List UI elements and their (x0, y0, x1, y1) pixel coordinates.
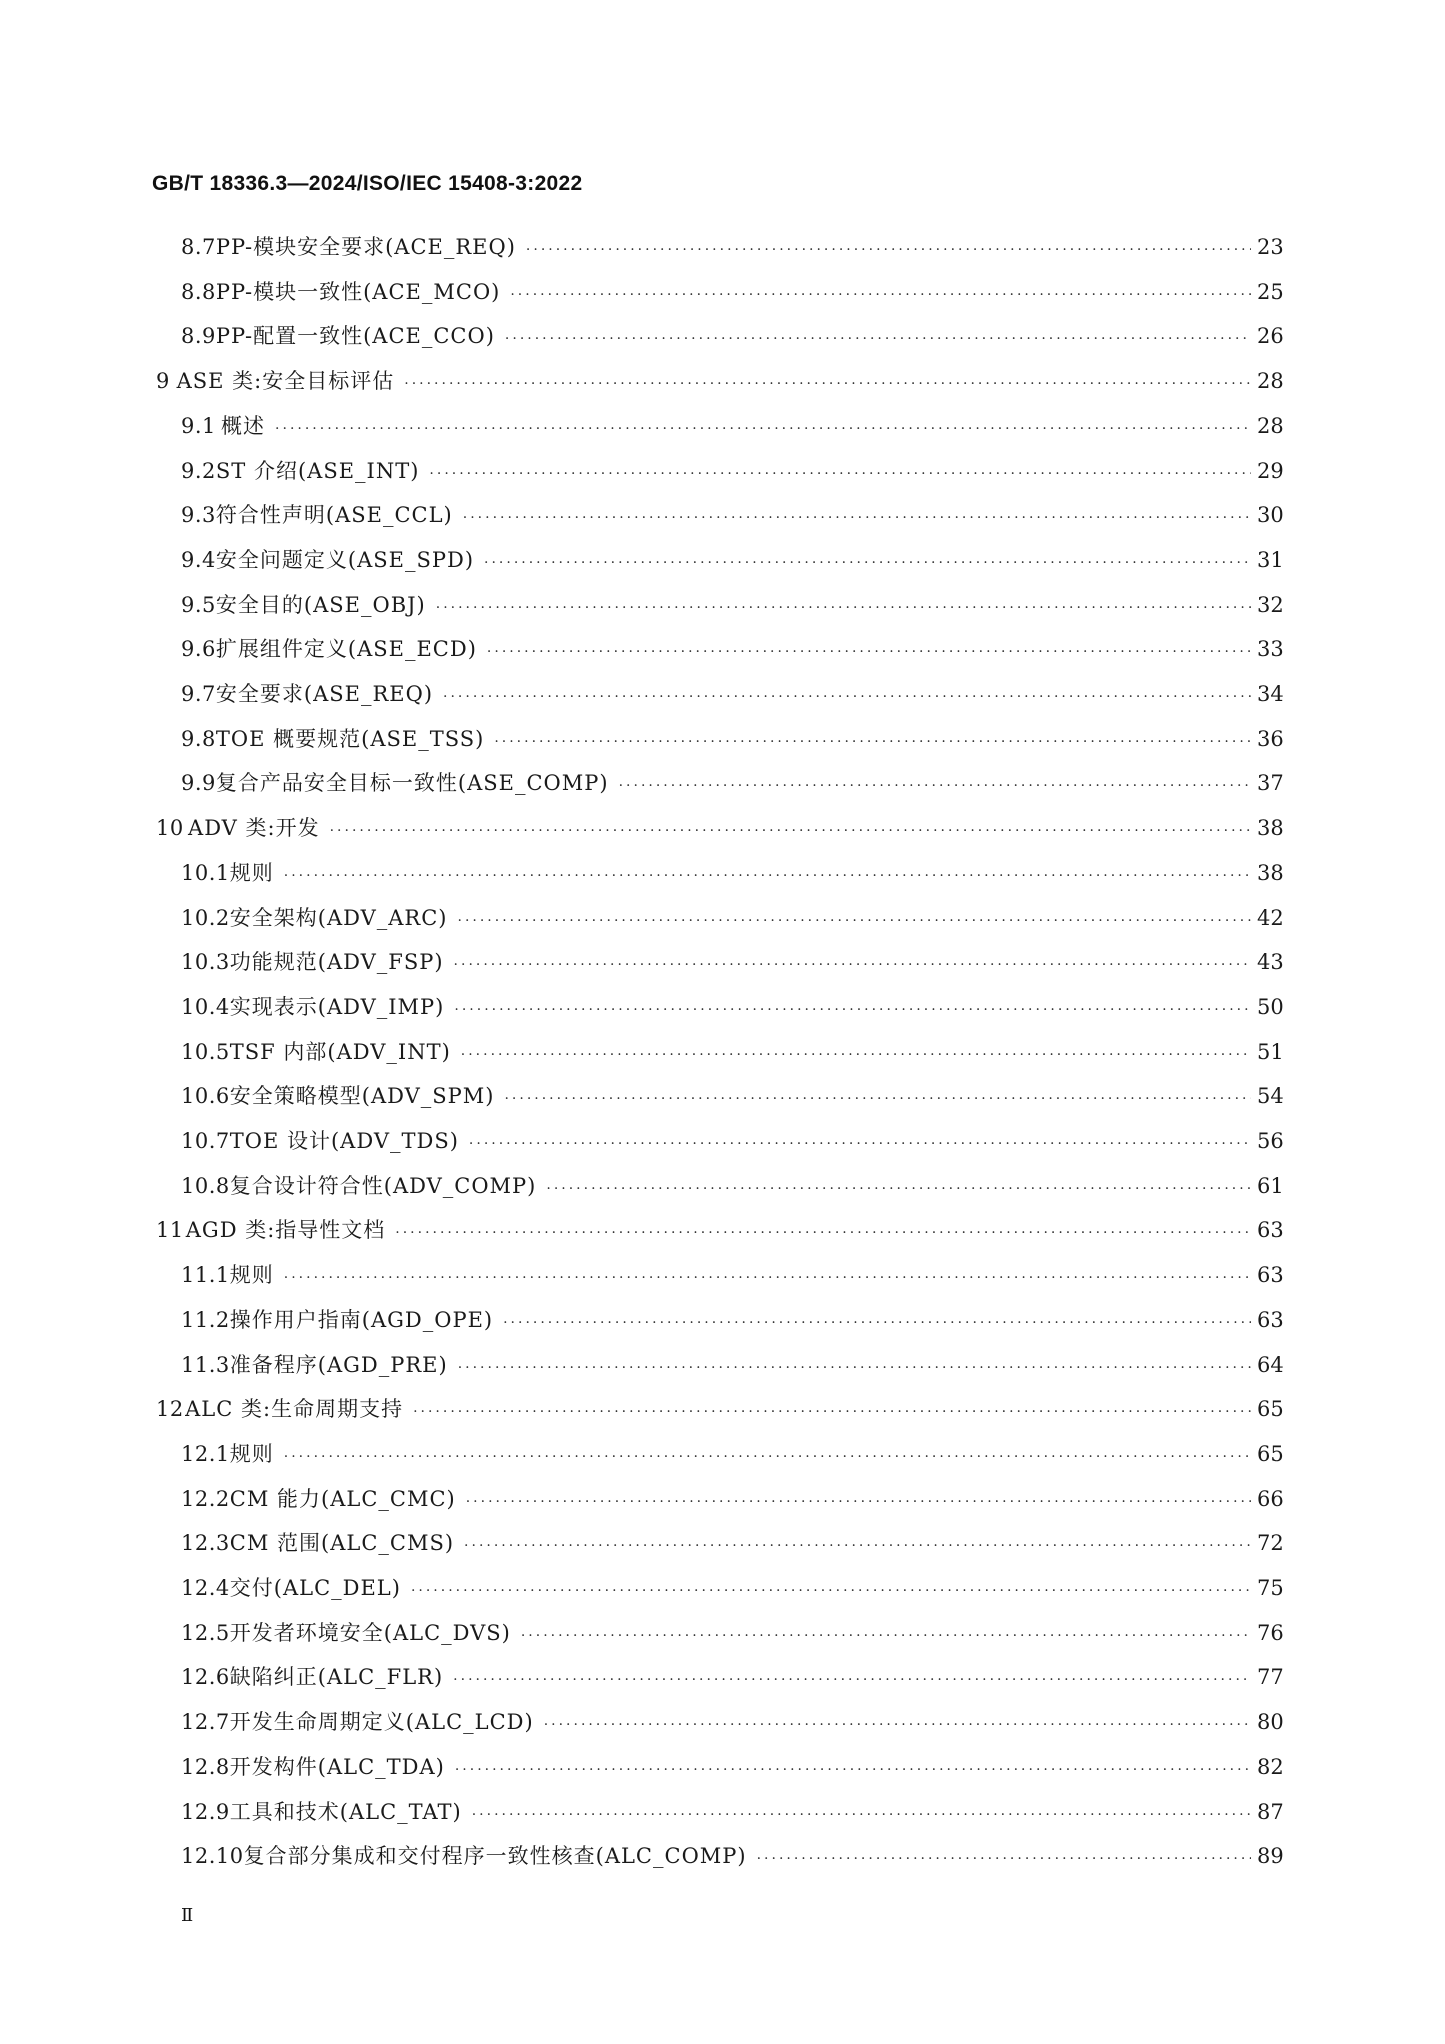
toc-dot-leader (458, 906, 1252, 936)
toc-entry-page: 77 (1257, 1665, 1284, 1690)
toc-entry-number: 12.7 (181, 1710, 230, 1735)
toc-entry-title: 开发生命周期定义(ALC_LCD) (229, 1710, 534, 1735)
toc-entry-title: PP-模块安全要求(ACE_REQ) (215, 235, 516, 259)
toc-entry-number: 9.6 (181, 637, 216, 662)
toc-dot-leader (546, 1174, 1251, 1204)
toc-entry-page: 30 (1257, 503, 1284, 528)
toc-entry-page: 87 (1257, 1799, 1284, 1824)
toc-entry-title: 安全策略模型(ADV_SPM) (229, 1084, 495, 1109)
toc-entry[interactable] (0, 1752, 1283, 1782)
toc-entry[interactable] (0, 679, 1283, 709)
toc-entry[interactable] (0, 1528, 1283, 1558)
toc-entry-number: 10.6 (181, 1084, 230, 1109)
toc-dot-leader (436, 593, 1251, 623)
toc-entry[interactable] (0, 1573, 1283, 1603)
toc-entry[interactable] (0, 277, 1283, 307)
toc-entry-number: 8.9 (181, 324, 216, 349)
toc-dot-leader (494, 727, 1251, 757)
toc-entry-page: 37 (1257, 771, 1284, 796)
toc-entry-page: 51 (1257, 1039, 1284, 1064)
toc-entry[interactable] (0, 321, 1283, 351)
toc-entry-title: 复合设计符合性(ADV_COMP) (229, 1173, 537, 1198)
toc-entry[interactable] (0, 232, 1283, 262)
toc-entry[interactable] (0, 768, 1283, 798)
toc-entry-title: CM 范围(ALC_CMS) (229, 1531, 455, 1556)
toc-entry-title: 交付(ALC_DEL) (229, 1576, 401, 1600)
toc-dot-leader (454, 950, 1251, 980)
toc-dot-leader (472, 1800, 1251, 1830)
toc-entry-number: 12 (156, 1397, 184, 1422)
toc-entry-title: 操作用户指南(AGD_OPE) (229, 1307, 494, 1332)
toc-entry-title: 缺陷纠正(ALC_FLR) (229, 1665, 444, 1690)
toc-entry-page: 38 (1257, 816, 1284, 841)
toc-entry-page: 65 (1257, 1441, 1284, 1466)
toc-entry[interactable] (0, 1305, 1283, 1335)
toc-entry-title: TOE 概要规范(ASE_TSS) (215, 726, 485, 751)
toc-entry-page: 82 (1257, 1754, 1284, 1779)
toc-entry[interactable] (0, 858, 1283, 888)
toc-entry-number: 12.4 (181, 1576, 230, 1600)
toc-entry-number: 9.3 (181, 503, 216, 528)
toc-entry-page: 72 (1257, 1531, 1284, 1556)
toc-dot-leader (284, 861, 1251, 891)
toc-entry-number: 9.9 (181, 771, 216, 796)
toc-entry-number: 12.6 (181, 1665, 230, 1690)
toc-entry-number: 11 (156, 1218, 184, 1243)
toc-entry-number: 11.3 (181, 1352, 230, 1377)
toc-entry-number: 8.8 (181, 279, 216, 304)
toc-entry-title: ST 介绍(ASE_INT) (215, 458, 420, 483)
toc-entry[interactable] (0, 1797, 1283, 1827)
toc-entry-title: TSF 内部(ADV_INT) (229, 1039, 451, 1064)
toc-entry-page: 63 (1257, 1218, 1284, 1243)
toc-entry-page: 32 (1257, 592, 1284, 617)
toc-entry[interactable] (0, 1394, 1283, 1424)
toc-dot-leader (411, 1576, 1251, 1606)
toc-dot-leader (453, 1665, 1251, 1695)
toc-entry[interactable] (0, 1037, 1283, 1067)
toc-entry-title: 安全目的(ASE_OBJ) (215, 592, 426, 617)
toc-entry-title: PP-模块一致性(ACE_MCO) (215, 279, 501, 304)
toc-entry-title: 开发者环境安全(ALC_DVS) (229, 1620, 511, 1645)
toc-entry[interactable] (0, 1260, 1283, 1290)
toc-dot-leader (455, 1755, 1251, 1785)
toc-entry[interactable] (0, 992, 1283, 1022)
toc-entry-number: 9.8 (181, 726, 216, 751)
toc-entry[interactable] (0, 1126, 1283, 1156)
toc-entry-title: AGD 类:指导性文档 (185, 1218, 386, 1243)
toc-entry-title: 实现表示(ADV_IMP) (229, 994, 445, 1019)
toc-entry-title: 工具和技术(ALC_TAT) (229, 1799, 462, 1824)
toc-entry[interactable] (0, 1841, 1283, 1871)
toc-entry-title: 扩展组件定义(ASE_ECD) (215, 637, 477, 662)
toc-entry[interactable] (0, 1350, 1283, 1380)
toc-entry[interactable] (0, 1707, 1283, 1737)
toc-entry-title: 规则 (229, 1263, 274, 1288)
toc-dot-leader (526, 235, 1251, 265)
toc-dot-leader (330, 816, 1251, 846)
toc-entry-number: 10.5 (181, 1039, 230, 1064)
toc-entry[interactable] (0, 634, 1283, 664)
toc-entry-title: ADV 类:开发 (188, 816, 320, 841)
toc-entry-title: ALC 类:生命周期支持 (185, 1397, 404, 1422)
toc-entry-number: 8.7 (181, 235, 216, 259)
toc-dot-leader (757, 1844, 1251, 1874)
toc-entry-number: 11.2 (181, 1307, 230, 1332)
toc-entry-title: 准备程序(AGD_PRE) (229, 1352, 448, 1377)
toc-entry-number: 10.1 (181, 860, 230, 885)
toc-entry-number: 10.4 (181, 994, 230, 1019)
toc-entry[interactable] (0, 500, 1283, 530)
toc-entry-title: 规则 (229, 1441, 274, 1466)
toc-entry-page: 80 (1257, 1710, 1284, 1735)
toc-entry-title: 复合产品安全目标一致性(ASE_COMP) (215, 771, 609, 796)
toc-entry-title: PP-配置一致性(ACE_CCO) (215, 324, 495, 349)
toc-entry-page: 38 (1257, 860, 1284, 885)
toc-entry-number: 9.7 (181, 682, 216, 706)
toc-entry-page: 63 (1257, 1307, 1284, 1332)
toc-entry-page: 25 (1257, 279, 1284, 304)
toc-dot-leader (505, 324, 1251, 354)
toc-entry-page: 34 (1257, 682, 1284, 706)
toc-entry-number: 12.2 (181, 1486, 230, 1511)
toc-dot-leader (521, 1621, 1251, 1651)
toc-entry[interactable] (0, 724, 1283, 754)
toc-entry-page: 33 (1257, 637, 1284, 662)
toc-dot-leader (275, 414, 1251, 444)
toc-entry-number: 12.3 (181, 1531, 230, 1556)
page-number: Ⅱ (181, 1905, 194, 1926)
toc-entry-page: 50 (1257, 994, 1284, 1019)
toc-entry-page: 89 (1257, 1844, 1284, 1869)
toc-entry-number: 12.1 (181, 1441, 230, 1466)
toc-entry-number: 12.8 (181, 1754, 230, 1779)
toc-entry-page: 29 (1257, 458, 1284, 483)
toc-entry-page: 76 (1257, 1620, 1284, 1645)
toc-entry-number: 10.8 (181, 1173, 230, 1198)
toc-entry-title: 开发构件(ALC_TDA) (229, 1754, 445, 1779)
toc-entry[interactable] (0, 1081, 1283, 1111)
toc-entry-page: 66 (1257, 1486, 1284, 1511)
toc-entry-number: 10.3 (181, 950, 230, 975)
toc-entry[interactable] (0, 545, 1283, 575)
toc-entry-title: ASE 类:安全目标评估 (176, 369, 395, 394)
toc-entry[interactable] (0, 1618, 1283, 1648)
toc-entry-title: 安全要求(ASE_REQ) (215, 682, 434, 706)
toc-dot-leader (404, 369, 1251, 399)
toc-dot-leader (466, 1487, 1251, 1517)
toc-entry[interactable] (0, 590, 1283, 620)
toc-entry[interactable] (0, 366, 1283, 396)
toc-entry-number: 9.5 (181, 592, 216, 617)
toc-dot-leader (454, 995, 1251, 1025)
toc-entry-page: 65 (1257, 1397, 1284, 1422)
toc-entry[interactable] (0, 947, 1283, 977)
toc-entry[interactable] (0, 1171, 1283, 1201)
toc-entry-number: 9.4 (181, 547, 216, 572)
toc-entry-page: 61 (1257, 1173, 1284, 1198)
toc-entry-title: 复合部分集成和交付程序一致性核查(ALC_COMP) (243, 1844, 747, 1869)
toc-dot-leader (284, 1442, 1251, 1472)
toc-entry-page: 36 (1257, 726, 1284, 751)
toc-dot-leader (464, 1531, 1251, 1561)
toc-entry-page: 31 (1257, 547, 1284, 572)
toc-dot-leader (284, 1263, 1251, 1293)
toc-dot-leader (510, 280, 1251, 310)
toc-entry[interactable] (0, 813, 1283, 843)
toc-entry-number: 12.10 (181, 1844, 244, 1869)
toc-entry[interactable] (0, 1439, 1283, 1469)
toc-dot-leader (487, 637, 1251, 667)
toc-entry[interactable] (0, 1484, 1283, 1514)
toc-dot-leader (469, 1129, 1251, 1159)
toc-entry-page: 28 (1257, 413, 1284, 438)
toc-entry-page: 43 (1257, 950, 1284, 975)
toc-dot-leader (461, 1040, 1251, 1070)
toc-dot-leader (504, 1084, 1251, 1114)
toc-dot-leader (619, 771, 1251, 801)
toc-entry-number: 10.2 (181, 905, 230, 930)
toc-entry-title: 概述 (221, 413, 266, 438)
toc-entry-page: 23 (1257, 235, 1284, 259)
toc-entry[interactable] (0, 1215, 1283, 1245)
toc-dot-leader (413, 1397, 1251, 1427)
toc-entry-page: 56 (1257, 1129, 1284, 1153)
toc-entry-number: 11.1 (181, 1263, 230, 1288)
toc-entry-page: 75 (1257, 1576, 1284, 1600)
document-header: GB/T 18336.3—2024/ISO/IEC 15408-3:2022 (152, 172, 583, 195)
toc-entry-title: 安全架构(ADV_ARC) (229, 905, 448, 930)
toc-entry-number: 12.9 (181, 1799, 230, 1824)
toc-entry-page: 26 (1257, 324, 1284, 349)
toc-entry-title: 安全问题定义(ASE_SPD) (215, 547, 475, 572)
toc-dot-leader (484, 548, 1251, 578)
toc-dot-leader (429, 459, 1251, 489)
toc-dot-leader (544, 1710, 1251, 1740)
toc-dot-leader (443, 682, 1251, 712)
toc-entry-page: 64 (1257, 1352, 1284, 1377)
toc-entry-title: CM 能力(ALC_CMC) (229, 1486, 456, 1511)
toc-entry-number: 9 (156, 369, 170, 394)
toc-entry-title: 功能规范(ADV_FSP) (229, 950, 444, 975)
toc-entry-page: 42 (1257, 905, 1284, 930)
toc-dot-leader (503, 1308, 1251, 1338)
toc-entry[interactable] (0, 903, 1283, 933)
toc-entry-title: 规则 (229, 860, 274, 885)
toc-entry[interactable] (0, 411, 1283, 441)
toc-dot-leader (395, 1218, 1251, 1248)
toc-entry-number: 10 (156, 816, 184, 841)
toc-dot-leader (463, 503, 1251, 533)
toc-entry[interactable] (0, 1662, 1283, 1692)
toc-entry-number: 9.2 (181, 458, 216, 483)
toc-entry[interactable] (0, 456, 1283, 486)
toc-entry-title: 符合性声明(ASE_CCL) (215, 503, 453, 528)
toc-entry-page: 28 (1257, 369, 1284, 394)
toc-entry-number: 12.5 (181, 1620, 230, 1645)
toc-entry-number: 10.7 (181, 1129, 230, 1153)
toc-entry-page: 54 (1257, 1084, 1284, 1109)
toc-entry-number: 9.1 (181, 413, 216, 438)
toc-entry-page: 63 (1257, 1263, 1284, 1288)
toc-entry-title: TOE 设计(ADV_TDS) (229, 1129, 459, 1153)
toc-dot-leader (458, 1353, 1251, 1383)
